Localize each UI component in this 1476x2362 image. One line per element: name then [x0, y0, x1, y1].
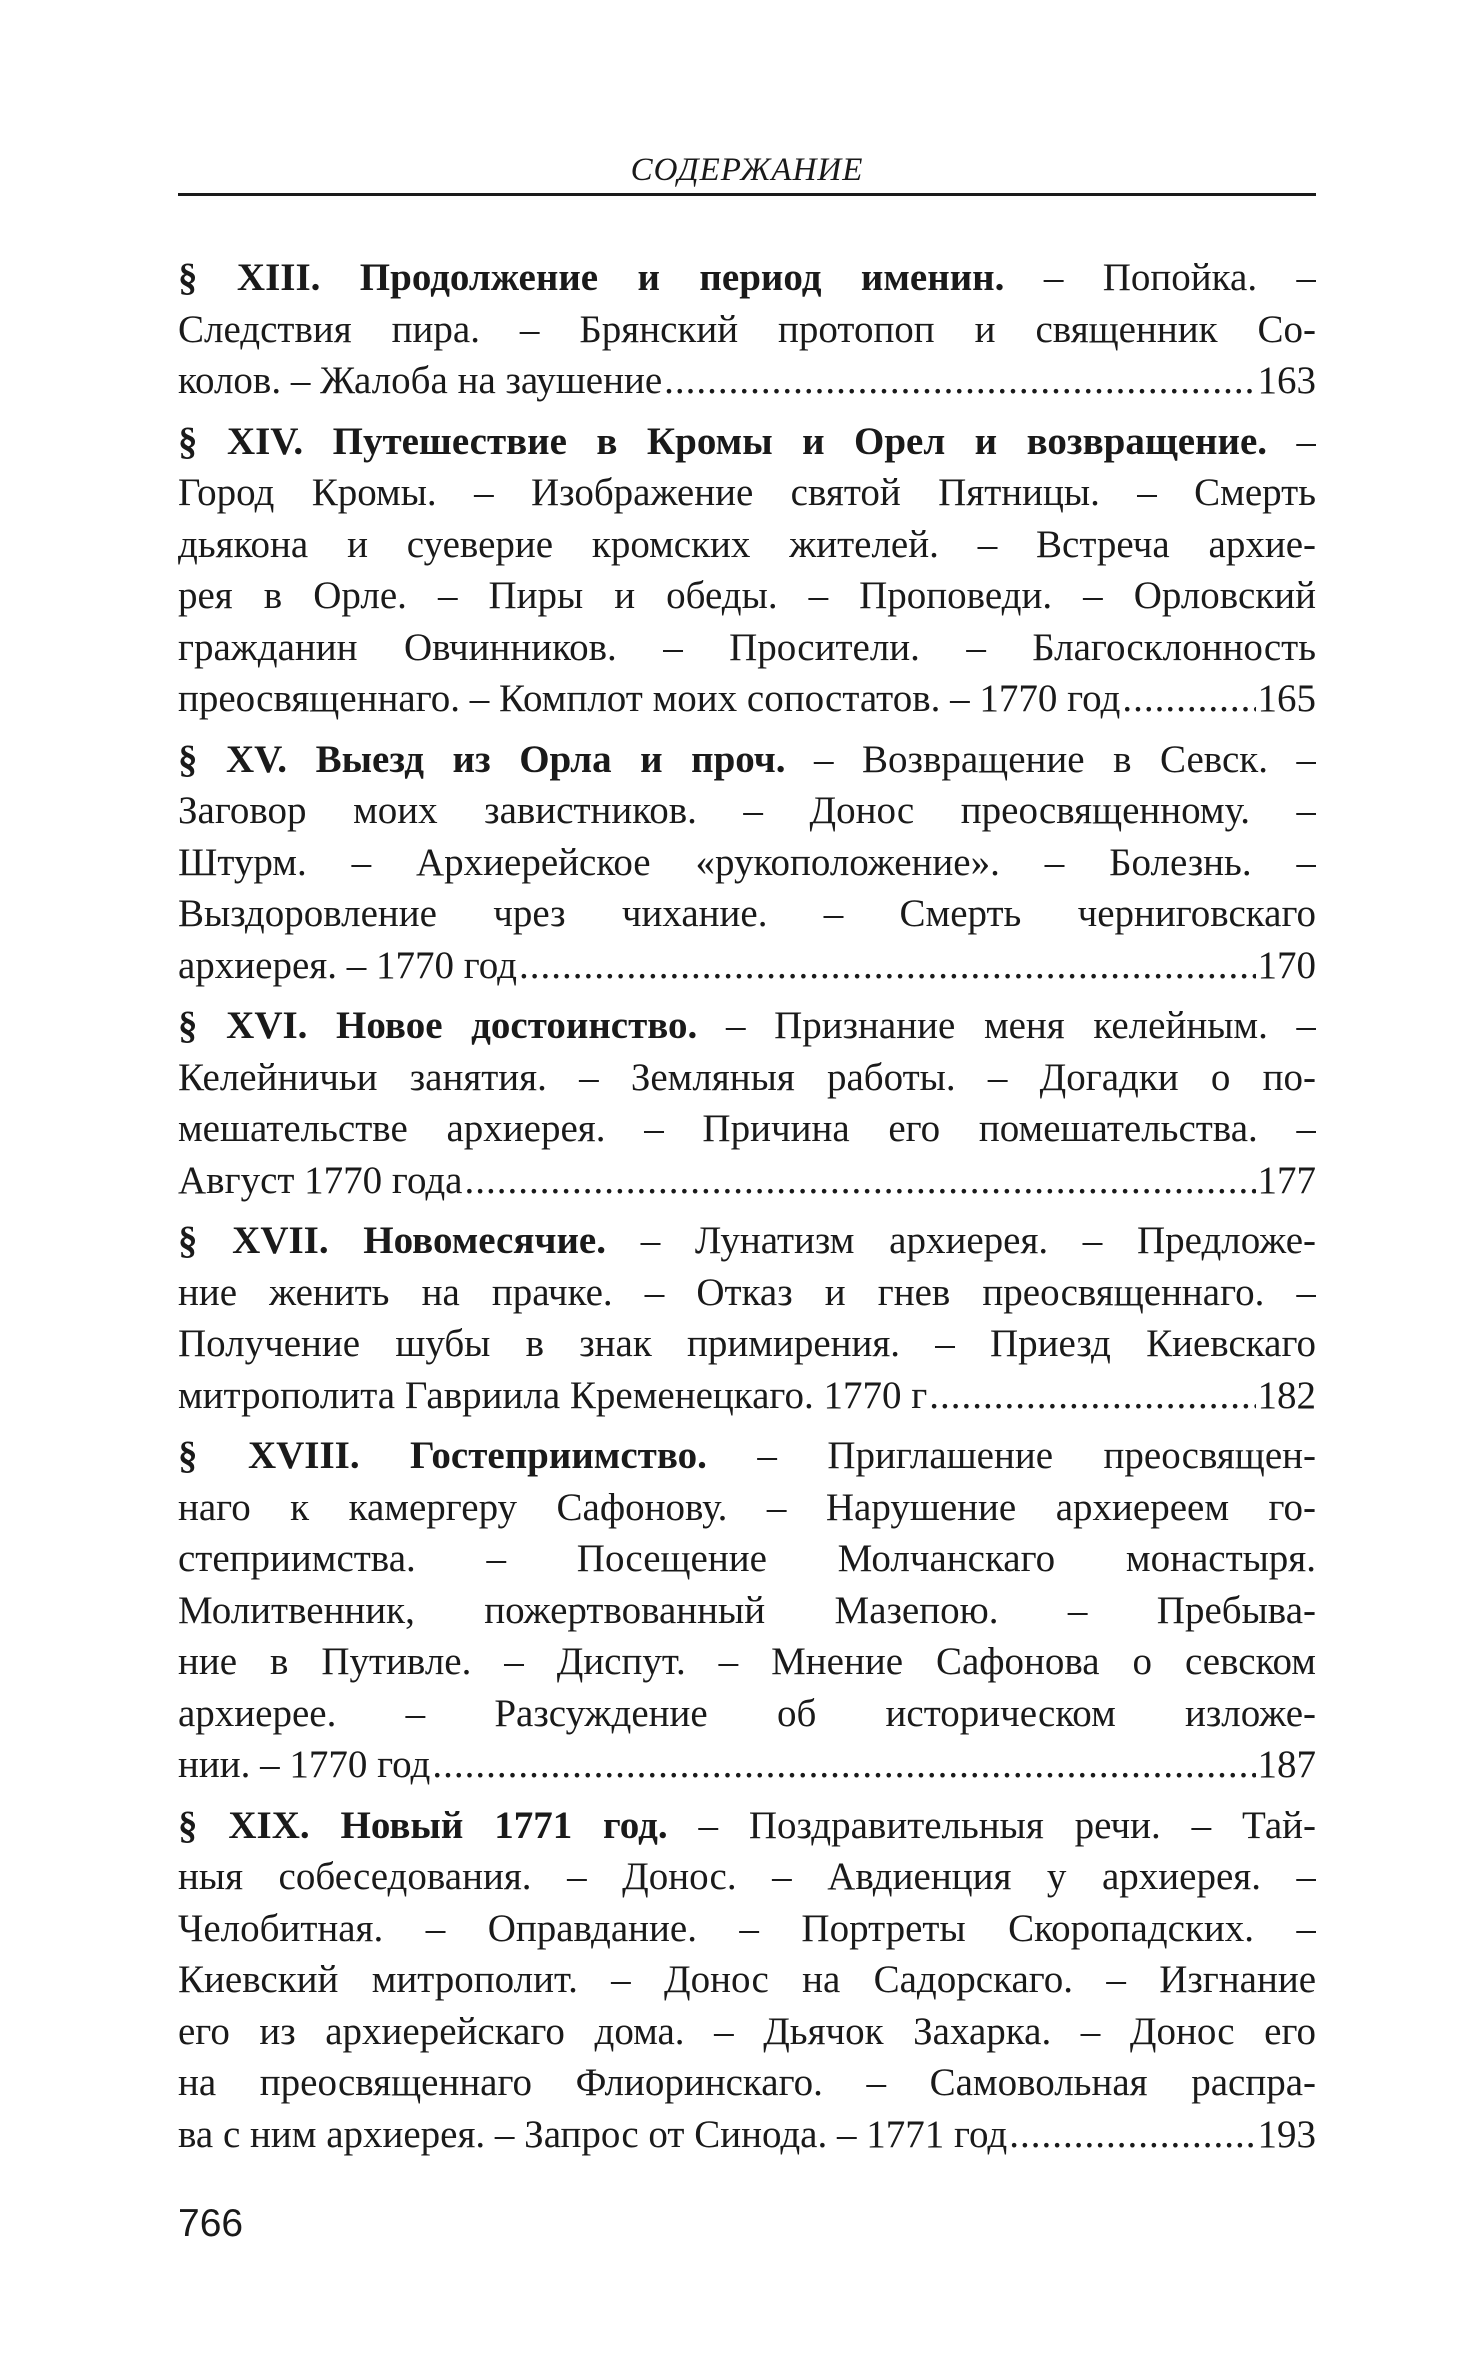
toc-entry-text: – Возвращение в Севск. – — [814, 737, 1316, 781]
toc-entry-line — [178, 252, 1316, 304]
toc-entry-line — [178, 837, 1316, 889]
toc-entry-text: – — [1296, 419, 1316, 463]
toc-entry-last-line — [178, 1370, 1316, 1422]
dot-leader — [929, 1370, 1255, 1422]
toc-entry-text: архиерея. – 1770 год — [178, 943, 517, 987]
toc-entry — [178, 734, 1316, 992]
toc-entry-text: ныя собеседования. – Донос. – Авдиенция у архиерея. – — [178, 1855, 1316, 1898]
toc-entry-line — [178, 1000, 1316, 1052]
header-rule — [178, 193, 1316, 196]
toc-entry-text: на преосвященнаго Флиоринскаго. – Самовольная распра- — [178, 2061, 1316, 2104]
toc-entry-line — [178, 1267, 1316, 1319]
toc-page-number: 182 — [1257, 1373, 1316, 1417]
dot-leader — [1009, 2109, 1255, 2161]
section-heading: § XVIII. Гостеприимство. — [178, 1434, 707, 1477]
toc-entry-line — [178, 1585, 1316, 1637]
toc-entry-text: Август 1770 года — [178, 1158, 463, 1202]
toc-entry-text: наго к камергеру Сафонову. – Нарушение архиереем го- — [178, 1485, 1316, 1529]
toc-entry — [178, 1215, 1316, 1421]
toc-entry-text: степриимства. – Посещение Молчанскаго монастыря. — [178, 1537, 1316, 1580]
toc-entry-text: ние в Путивле. – Диспут. – Мнение Сафонова о севском — [178, 1640, 1316, 1683]
toc-entry — [178, 1800, 1316, 2161]
toc-entry-line — [178, 1688, 1316, 1740]
toc-entry-text: Заговор моих завистников. – Донос преосвященному. – — [178, 789, 1316, 832]
toc-entry-line — [178, 622, 1316, 674]
toc-entry-line — [178, 1318, 1316, 1370]
toc-entry — [178, 1000, 1316, 1206]
dot-leader — [432, 1739, 1255, 1791]
toc-entry-text: дьякона и суеверие кромских жителей. – Встреча архие- — [178, 522, 1316, 566]
dot-leader — [664, 355, 1255, 407]
toc-entry-line — [178, 1954, 1316, 2006]
toc-entry-line — [178, 467, 1316, 519]
toc-entry-text: ва с ним архиерея. – Запрос от Синода. – 1771 год — [178, 2112, 1008, 2156]
section-heading: § XVII. Новомесячие. — [178, 1219, 606, 1262]
dot-leader — [519, 940, 1256, 992]
toc-entry-text: – Приглашение преосвящен- — [757, 1434, 1316, 1477]
toc-entry-text: Челобитная. – Оправдание. – Портреты Скоропадских. – — [178, 1906, 1316, 1950]
toc-page-number: 177 — [1257, 1158, 1316, 1202]
toc-entry-text: Следствия пира. – Брянский протопоп и священник Со- — [178, 307, 1316, 351]
toc-entry-line — [178, 785, 1316, 837]
toc-entry-text: нии. – 1770 год — [178, 1743, 431, 1786]
toc-entry-line — [178, 1215, 1316, 1267]
toc-entry-line — [178, 1103, 1316, 1155]
toc-entry-text: рея в Орле. – Пиры и обеды. – Проповеди. – Орловский — [178, 574, 1316, 617]
page-number: 766 — [178, 2202, 244, 2245]
toc-entry-text: Келейничьи занятия. – Земляныя работы. – Догадки о по- — [178, 1055, 1316, 1099]
toc-entry-line — [178, 888, 1316, 940]
toc-entry-text: – Попойка. – — [1043, 256, 1316, 299]
toc-entry-line — [178, 1533, 1316, 1585]
toc-page-number: 170 — [1257, 943, 1316, 987]
toc-entry-text: Выздоровление чрез чихание. – Смерть черниговскаго — [178, 892, 1316, 935]
toc-entry-line — [178, 2057, 1316, 2109]
table-of-contents — [178, 252, 1316, 2169]
toc-entry-text: его из архиерейскаго дома. – Дьячок Захарка. – Донос его — [178, 2009, 1316, 2053]
toc-entry-text: колов. – Жалоба на заушение — [178, 359, 663, 402]
toc-entry-text: архиерее. – Разсуждение об историческом изложе- — [178, 1691, 1316, 1735]
toc-entry-text: мешательстве архиерея. – Причина его помешательства. – — [178, 1107, 1316, 1150]
toc-entry — [178, 416, 1316, 725]
section-heading: § XIII. Продолжение и период именин. — [178, 256, 1005, 299]
toc-entry — [178, 1430, 1316, 1791]
toc-entry-line — [178, 416, 1316, 468]
toc-page-number: 193 — [1257, 2112, 1316, 2156]
section-heading: § XV. Выезд из Орла и проч. — [178, 737, 786, 781]
toc-entry-last-line — [178, 673, 1316, 725]
running-head: СОДЕРЖАНИЕ — [630, 152, 864, 188]
toc-entry-text: гражданин Овчинников. – Просители. – Благосклонность — [178, 625, 1316, 669]
toc-entry-text: Получение шубы в знак примирения. – Приезд Киевскаго — [178, 1322, 1316, 1365]
toc-entry-text: – Лунатизм архиерея. – Предложе- — [640, 1219, 1316, 1262]
toc-entry-line — [178, 1800, 1316, 1852]
toc-entry-text: Молитвенник, пожертвованный Мазепою. – Пребыва- — [178, 1588, 1316, 1632]
toc-entry-line — [178, 1851, 1316, 1903]
toc-entry-text: Город Кромы. – Изображение святой Пятницы. – Смерть — [178, 471, 1316, 514]
toc-entry-line — [178, 1636, 1316, 1688]
toc-entry — [178, 252, 1316, 407]
toc-entry-last-line — [178, 940, 1316, 992]
toc-entry-line — [178, 1430, 1316, 1482]
toc-entry-last-line — [178, 1155, 1316, 1207]
section-heading: § XIX. Новый 1771 год. — [178, 1803, 668, 1847]
section-heading: § XVI. Новое достоинство. — [178, 1004, 698, 1047]
toc-entry-line — [178, 1052, 1316, 1104]
toc-entry-text: – Признание меня келейным. – — [725, 1004, 1316, 1047]
toc-page-number: 165 — [1257, 677, 1316, 720]
toc-entry-line — [178, 519, 1316, 571]
toc-entry-line — [178, 1903, 1316, 1955]
toc-page-number: 187 — [1257, 1743, 1316, 1786]
toc-entry-last-line — [178, 2109, 1316, 2161]
toc-entry-last-line — [178, 355, 1316, 407]
dot-leader — [1122, 673, 1255, 725]
toc-entry-line — [178, 304, 1316, 356]
dot-leader — [464, 1155, 1255, 1207]
section-heading: § XIV. Путешествие в Кромы и Орел и возвращение. — [178, 419, 1268, 463]
toc-entry-line — [178, 2006, 1316, 2058]
toc-entry-last-line — [178, 1739, 1316, 1791]
toc-entry-text: – Поздравительныя речи. – Тай- — [698, 1803, 1316, 1847]
toc-entry-text: Киевский митрополит. – Донос на Садорскаго. – Изгнание — [178, 1958, 1316, 2001]
toc-page-number: 163 — [1257, 359, 1316, 402]
toc-entry-line — [178, 1482, 1316, 1534]
toc-entry-text: митрополита Гавриила Кременецкаго. 1770 г — [178, 1373, 928, 1417]
toc-entry-text: Штурм. – Архиерейское «рукоположение». – Болезнь. – — [178, 840, 1316, 884]
toc-entry-line — [178, 570, 1316, 622]
toc-entry-line — [178, 734, 1316, 786]
toc-entry-text: преосвященнаго. – Комплот моих сопостатов. – 1770 год — [178, 677, 1121, 720]
toc-entry-text: ние женить на прачке. – Отказ и гнев преосвященнаго. – — [178, 1270, 1316, 1314]
